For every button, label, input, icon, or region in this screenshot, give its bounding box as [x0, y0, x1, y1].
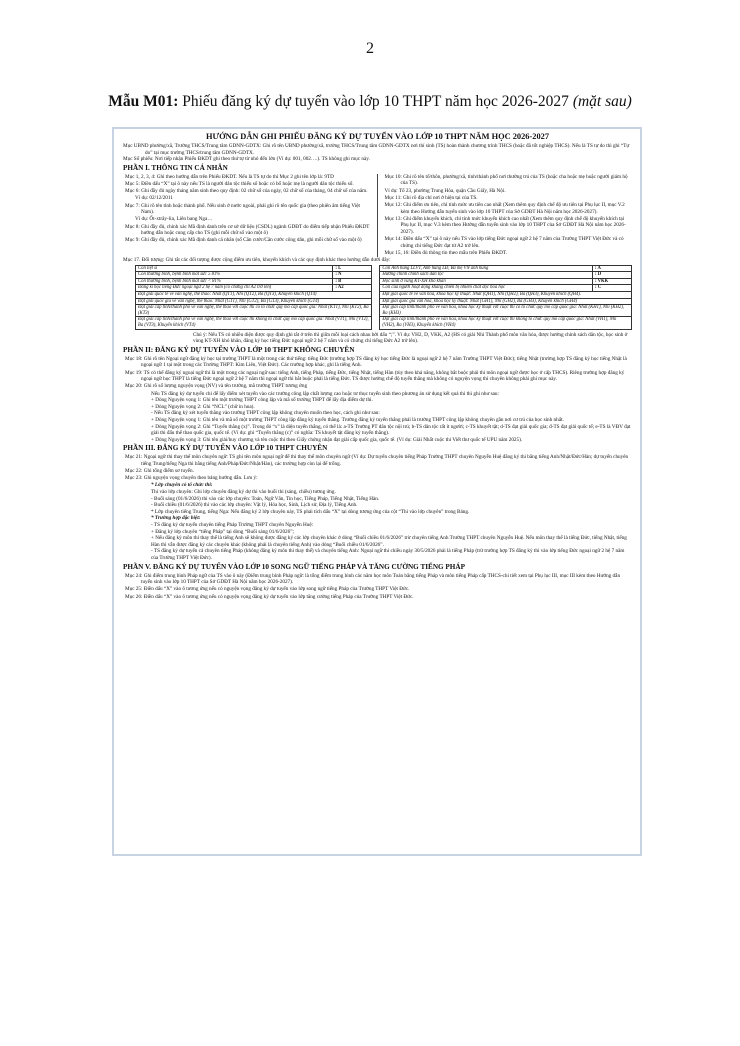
row-desc: Hưởng chính chính sách dân tộc: [380, 272, 593, 279]
guide-frame: [112, 127, 642, 856]
muc-23-line-7: - TS đăng ký dự tuyển chuyên tiếng Pháp Trường THPT chuyên Nguyễn Huệ:: [151, 522, 314, 528]
row-desc: Con thương binh, bệnh binh mất sức ≥ 81%: [136, 272, 333, 279]
muc-14: Mục 14: Điền dấu “X” tại ô này nếu TS vào lớp tiếng Đức ngoại ngữ 2 hệ 7 năm của Trường THPT Việt Đức và có chứng chỉ tiếng Đức đạt từ A2 trở lên.: [384, 236, 624, 249]
muc-23-line-8: + Đăng ký lớp chuyên “tiếng Pháp” tại dòng “Buổi sáng 01/6/2026”;: [151, 528, 294, 535]
part5-title: PHẦN V. ĐĂNG KÝ DỰ TUYỂN VÀO LỚP 10 SONG NGỮ TIẾNG PHÁP VÀ TĂNG CƯỜNG TIẾNG PHÁP: [123, 562, 465, 571]
table-row: [380, 317, 632, 329]
table-row: [380, 265, 632, 272]
muc-7: Mục 7: Ghi rõ tên tỉnh hoặc thành phố. Nếu sinh ở nước ngoài, phải ghi rõ tên quốc gia (theo phiên âm tiếng Việt Nam).: [125, 202, 360, 216]
muc-10: Mục 10: Ghi rõ tên tổ/thôn, phường/xã, tỉnh/thành phố nơi thường trú của TS (hoặc cha hoặc mẹ hoặc người giám hộ của TS).: [384, 173, 628, 187]
row-code: : VKK: [593, 278, 632, 285]
row-code: : D: [593, 272, 632, 279]
form-title: [0, 93, 740, 111]
part1-columns: [123, 174, 632, 257]
row-desc: Đạt giải cấp tỉnh/thành phố về văn hóa, khoa học kỹ thuật với cuộc thi không tổ chức quy mô cấp quốc gia: Nhất (VH1), Nhì (VH2), Ba (VH3), Khuyến khích (VH4): [380, 317, 632, 329]
muc-23-line-2: Thi vào lớp chuyên: Ghi lớp chuyên đăng ký dự thi vào buổi thi (sáng, chiều) tương ứng.: [151, 489, 336, 496]
muc-20-line-1: Nếu TS đăng ký dự tuyển chỉ để lấy điểm xét tuyển vào các trường công lập chất lượng cao hoặc tư thục tuyển sinh theo phương án sử dụng kết quả thi thì ghi như sau:: [151, 390, 499, 397]
muc-23-line-5: * Lớp chuyên tiếng Trung, tiếng Nga: Nếu đăng ký 2 lớp chuyên này, TS phải tích dấu “X” tại dòng tương ứng của cột “Thi vào lớp chuyên” trong Bảng.: [151, 508, 470, 515]
row-desc: Đạt giải cấp tỉnh/thành phố về văn hóa, khoa học kỹ thuật với cuộc thi có tổ chức quy mô cấp quốc gia: Nhất (KH1), Nhì (KH2), Ba (KH3): [380, 305, 632, 317]
row-code: : A: [593, 265, 632, 272]
table-row: [136, 305, 372, 317]
row-code: : N: [333, 272, 372, 279]
muc-19: Mục 19: TS có thể đăng ký ngoại ngữ thi là một trong các ngoại ngữ sau: tiếng Anh, tiếng Pháp, tiếng Đức, tiếng Nhật, tiếng Hàn (tùy theo khả năng, không bắt buộc phải thi môn ngoại ngữ được học ở cấp THCS). Riêng trường hợp đăng ký ngoại ngữ học THPT là tiếng Đức ngoại ngữ 2 hệ 7 năm thì ngoại ngữ thi bắt buộc phải là tiếng Đức. TS được hưởng chế độ tuyển thẳng mà không có nguyện vọng thi chuyên không phải ghi mục này.: [125, 369, 625, 383]
form-title-side: (mặt sau): [572, 93, 632, 110]
table-row: [136, 285, 372, 292]
row-desc: Đạt giải quốc tế về văn nghệ, thể thao: Nhất (QT1), Nhì (QT2), Ba (QT3), Khuyến khích (QT4): [136, 292, 372, 299]
row-desc: Con liệt sĩ: [136, 265, 333, 272]
row-desc: Đạt giải cấp tỉnh/thành phố về văn nghệ, thể thao với cuộc thi không tổ chức quy mô cấp quốc gia: Nhất (VT1), Nhì (VT2), Ba (VT3), Khuyến khích (VT4): [136, 317, 372, 329]
form-title-text: Phiếu đăng ký dự tuyển vào lớp 10 THPT năm học 2026-2027: [178, 93, 573, 110]
muc-18: Mục 18: Ghi rõ tên Ngoại ngữ đăng ký học tại trường THPT là một trong các thứ tiếng: tiếng Đức (trường hợp TS đăng ký học tiếng Đức là ngoại ngữ 2 hệ 7 năm Trường THPT Việt Đức); tiếng Nhật (trường hợp TS đăng ký học tiếng Nhật là ngoại ngữ 1 tại một trong các Trường THPT: Kim Liên, Việt Đức). Các trường hợp khác, ghi là tiếng Anh.: [125, 355, 627, 369]
muc-20-line-3: + Dòng Nguyện vọng 2: Ghi “NCL” (chữ in hoa).: [151, 403, 255, 410]
muc-20-line-2: + Dòng Nguyện vọng 1: Ghi tên một trường THPT công lập và mã số trường THPT để lấy địa điểm dự thi.: [151, 397, 373, 404]
row-desc: Con của người hoạt động kháng chiến bị nhiễm chất độc hóa học: [380, 285, 593, 292]
part1-left-column: [123, 174, 378, 257]
muc-6-example: Ví dụ: 02/12/2011: [135, 195, 173, 202]
doi-tuong-table-right: [379, 265, 632, 330]
row-code: : B: [333, 278, 372, 285]
table-row: [380, 305, 632, 317]
muc-23: Mục 23: Ghi nguyện vọng chuyên theo bảng hướng dẫn. Lưu ý:: [125, 475, 258, 482]
muc-24: Mục 24: Ghi điểm trung bình Pháp ngữ của TS vào ô này (Điểm trung bình Pháp ngữ: là tổng điểm trung bình các năm học môn Toán bằng tiếng Pháp và môn tiếng Pháp cấp THCS-chi tiết xem tại Phụ lục III, mục III kèm theo Hướng dẫn tuyển sinh vào lớp 10 THPT của Sở GDĐT Hà Nội năm học 2026-2027).: [125, 572, 621, 586]
table-row: [380, 298, 632, 305]
muc-5: Mục 5: Điền dấu “X” tại ô này nếu TS là người dân tộc thiểu số hoặc có bố hoặc mẹ là người dân tộc thiểu số.: [125, 180, 354, 187]
table-row: [136, 292, 372, 299]
muc-21: Mục 21: Ngoại ngữ thi thay thế môn chuyên ngữ: TS ghi tên môn ngoại ngữ để thi thay thế môn chuyên ngữ (Ví dụ: Dự tuyển chuyên tiếng Pháp Trường THPT chuyên Nguyễn Huệ đăng ký thi bằng tiếng Anh/Nhật/Đức/Hàn; dự tuyển chuyên tiếng Trung/tiếng Nga thi bằng tiếng Anh/Pháp/Đức/Nhật/Hàn), các trường hợp còn lại để trống.: [125, 454, 629, 467]
part1-right-column: [383, 174, 633, 257]
muc-6: Mục 6: Ghi đầy đủ ngày tháng năm sinh theo quy định: 02 chữ số của ngày, 02 chữ số của tháng, 04 chữ số của năm.: [125, 188, 368, 195]
muc-15-16: Mục 15, 16: Điền đủ thông tin theo mẫu trên Phiếu ĐKDT.: [384, 249, 508, 256]
muc-23-line-6: * Trường hợp đặc biệt:: [151, 515, 201, 522]
row-code: : C: [593, 285, 632, 292]
table-row: [380, 292, 632, 299]
row-desc: Con thương binh, bệnh binh mất sức < 81%: [136, 278, 333, 285]
muc-13: Mục 13: Ghi điểm khuyến khích, chỉ tính mức khuyến khích cao nhất (Xem thêm quy định chế độ khuyến khích tại Phụ lục II, mục V.3 kèm theo Hướng dẫn tuyển sinh vào lớp 10 THPT của Sở GDĐT Hà Nội năm học 2026-2027).: [384, 215, 626, 235]
doi-tuong-tables: [135, 265, 632, 330]
row-desc: Đạt giải quốc tế về văn hóa, khoa học kỹ thuật: Nhất (QH1), Nhì (QH2), Ba (QH3), Khuyến khích (QH4).: [380, 292, 632, 299]
row-desc: Đạt giải quốc gia về văn nghệ, thể thao: Nhất (GT1), Nhì (GT2), Ba (GT3), Khuyến khích (GT4): [136, 298, 372, 305]
muc-25: Mục 25: Điền dấu “X” vào ô tương ứng nếu có nguyện vọng đăng ký dự tuyển vào lớp song ngữ tiếng Pháp của Trường THPT Việt Đức.: [125, 586, 410, 593]
muc-11: Mục 11: Ghi rõ địa chỉ nơi ở hiện tại của TS.: [384, 194, 478, 201]
muc-23-line-4: - Buổi chiều (01/6/2026) thi vào các lớp chuyên: Vật lý, Hóa học, Sinh, Lịch sử, Địa lý, Tiếng Anh.: [151, 502, 358, 509]
muc-8: Mục 8: Ghi đầy đủ, chính xác Mã định danh trên cơ sở dữ liệu (CSDL) ngành GDĐT do điểm tiếp nhận Phiếu ĐKDT hướng dẫn hoặc cung cấp cho TS (ghi mỗi chữ số vào một ô): [125, 223, 370, 237]
table-row: [136, 272, 372, 279]
table-row: [136, 298, 372, 305]
muc-22: Mục 22: Ghi tổng điểm sơ tuyển.: [125, 468, 194, 475]
part1-title: PHẦN I. THÔNG TIN CÁ NHÂN: [123, 163, 228, 172]
row-desc: Học sinh ở vùng KT-XH khó khăn: [380, 278, 593, 285]
intro-so-phieu: Mục Số phiếu: Nơi tiếp nhận Phiếu ĐKDT ghi theo thứ tự từ nhỏ đến lớn (Ví dụ: 001, 002….). TS không ghi mục này.: [123, 156, 370, 163]
part3-title: PHẦN III. ĐĂNG KÝ DỰ TUYỂN VÀO LỚP 10 THPT CHUYÊN: [123, 444, 328, 453]
row-code: : A2: [333, 285, 372, 292]
muc-17: Mục 17. Đối tượng: Ghi tắt các đối tượng được cộng điểm ưu tiên, khuyến khích và các quy định khác theo hướng dẫn dưới đây:: [123, 257, 391, 264]
muc-20: Mục 20: Ghi rõ số lượng nguyện vọng (NV) và tên trường, mã trường THPT tương ứng: [125, 383, 308, 390]
muc-1-4: Mục 1, 2, 3, 4: Ghi theo hướng dẫn trên Phiếu ĐKDT. Nếu là TS tự do thì Mục 2 ghi tên lớp là: 9TD: [125, 173, 334, 180]
table-row: [136, 317, 372, 329]
table-row: [380, 272, 632, 279]
row-desc: Con Anh hùng LLVT, Anh hùng LĐ, Bà mẹ VN anh hùng: [380, 265, 593, 272]
muc-12: Mục 12: Ghi điểm ưu tiên, chỉ tính mức ưu tiên cao nhất (Xem thêm quy định chế độ ưu tiên tại Phụ lục II, mục V.2 kèm theo Hướng dẫn tuyển sinh vào lớp 10 THPT của Sở GDĐT Hà Nội năm học 2026-2027).: [384, 201, 625, 215]
intro-ubnd: Mục UBND phường/xã, Trường THCS/Trung tâm GDNN-GDTX: Ghi rõ tên UBND phường/xã, trường THCS/Trung tâm GDNN-GDTX nơi thí sinh (TS) hoàn thành chương trình THCS (hoặc đã tốt nghiệp THCS). Nếu là TS tự do thì ghi “Tự do” tại mục trường THCS/trung tâm GDNN-GDTX.: [123, 143, 630, 156]
table-row: [136, 265, 372, 272]
note-chu-y: Chú ý: Nếu TS có nhiều diện được quy định ghi tắt ở trên thì giữa mỗi loại cách nhau bởi dấu “;”. Ví dụ: VH2, D, VKK, A2 (HS có giải Nhì Thành phố môn văn hóa, được hưởng chính sách dân tộc, học sinh ở vùng KT-XH khó khăn, đăng ký học tiếng Đức ngoại ngữ 2 hệ 7 năm và có chứng chỉ tiếng Đức A2 trở lên).: [193, 331, 628, 345]
row-desc: Đạt giải cấp tỉnh/thành phố về văn nghệ, thể thao với cuộc thi có tổ chức quy mô cấp quốc gia: Nhất (KT1), Nhì (KT2), Ba (KT3): [136, 305, 372, 317]
row-code: : L: [333, 265, 372, 272]
row-desc: Đạt giải quốc gia văn hóa, khoa học kỹ thuật: Nhất (GH1), Nhì (GH2), Ba (GH3), Khuyến khích (GH4): [380, 298, 632, 305]
muc-7-example: Ví dụ: Ốt-xtrây-lia, Liên bang Nga…: [135, 216, 213, 223]
doi-tuong-table-left: [135, 265, 372, 330]
muc-9: Mục 9: Ghi đầy đủ, chính xác Mã định danh cá nhân (số Căn cước/Căn cước công dân, ghi mỗi chữ số vào một ô): [125, 237, 362, 244]
guide-heading: HƯỚNG DẪN GHI PHIẾU ĐĂNG KÝ DỰ TUYỂN VÀO LỚP 10 THPT NĂM HỌC 2026-2027: [205, 132, 550, 141]
muc-20-line-6: + Dòng Nguyện vọng 2: Ghi “Tuyển thẳng (x)”. Trong đó “x” là diện tuyển thẳng, có thể là: a-TS Trường PT dân tộc nội trú; b-TS dân tộc rất ít người; c-TS khuyết tật; d-TS đạt giải quốc gia; đ-TS đạt giải quốc tế; e-TS là VĐV đạt giải thi đấu thể thao quốc gia, quốc tế. (Ví dụ: ghi “Tuyển thẳng (c)” có nghĩa: TS khuyết tật đăng ký tuyển thẳng).: [151, 423, 631, 437]
table-row: [136, 278, 372, 285]
page-number: 2: [366, 40, 374, 57]
muc-20-line-5: + Dòng Nguyện vọng 1: Ghi tên và mã số một trường THPT công lập đăng ký tuyển thẳng. Trường đăng ký tuyển thẳng phải là trường THPT công lập không chuyên gần nơi cư trú của học sinh nhất.: [151, 416, 564, 423]
muc-23-line-3: - Buổi sáng (01/6/2026) thi vào các lớp chuyên: Toán, Ngữ Văn, Tin học, Tiếng Pháp, Tiếng Nhật, Tiếng Hàn.: [151, 495, 380, 502]
muc-23-line-10: - TS đăng ký dự tuyển cả chuyên tiếng Pháp (không đăng ký môn thi thay thế) và chuyên tiếng Anh: Ngoại ngữ thi chiều ngày 30/5/2026 phải là tiếng Pháp (trừ trường hợp TS đăng ký thi vào lớp tiếng Đức ngoại ngữ 2 hệ 7 năm của Trường THPT Việt Đức).: [151, 548, 625, 561]
muc-10-example: Ví dụ: Tổ 23, phường Trung Hòa, quận Cầu Giấy, Hà Nội.: [384, 187, 506, 194]
muc-20-line-4: - Nếu TS đăng ký xét tuyển thẳng vào trường THPT công lập không chuyên muốn theo học, cách ghi như sau:: [151, 410, 380, 417]
table-row: [380, 278, 632, 285]
muc-26: Mục 26: Điền dấu “X” vào ô tương ứng nếu có nguyện vọng đăng ký dự tuyển vào lớp tăng cường tiếng Pháp của Trường THPT Việt Đức.: [125, 593, 414, 600]
row-desc: Đăng kí học tiếng Đức ngoại ngữ 2 hệ 7 năm (có chứng chỉ A2 trở lên): [136, 285, 333, 292]
muc-23-line-1: * Lớp chuyên có tổ chức thi:: [151, 482, 213, 489]
muc-23-line-9: + Nếu đăng ký môn thi thay thế là tiếng Anh sẽ không được đăng ký các lớp chuyên khác ở dòng “Buổi chiều 01/6/2026” trừ chuyên tiếng Anh Trường THPT chuyên Nguyễn Huệ. Nếu môn thay thế là tiếng Đức, tiếng Nhật, tiếng Hàn thì vẫn được đăng ký các chuyên khác (không phải là chuyên tiếng Anh) vào dòng “Buổi chiều 01/6/2026”.: [151, 535, 627, 548]
muc-20-line-7: + Dòng Nguyện vọng 3: Ghi tên giải/huy chương và tên cuộc thi theo Giấy chứng nhận đạt giải cấp quốc gia, quốc tế. (Ví dụ: Giải Nhất cuộc thi Viết thư quốc tế UPU năm 2025).: [151, 436, 523, 443]
table-row: [380, 285, 632, 292]
form-code: Mẫu M01:: [108, 93, 179, 110]
part2-title: PHẦN II: ĐĂNG KÝ DỰ TUYỂN VÀO LỚP 10 THPT KHÔNG CHUYÊN: [123, 345, 355, 354]
